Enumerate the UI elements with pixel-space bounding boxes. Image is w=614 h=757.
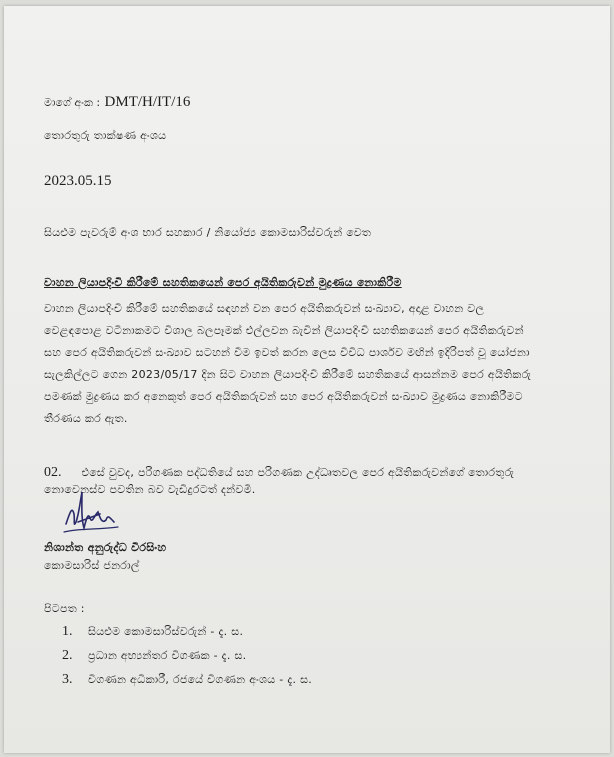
reference-number: DMT/H/IT/16 — [104, 94, 191, 110]
signatory-title: කොමසාරිස් ජනරාල් — [44, 559, 140, 572]
cc-item-number: 1. — [62, 624, 73, 639]
signatory-name: නිශාන්ත අනුරුද්ධ වීරසිංහ — [44, 541, 167, 554]
reference-line — [44, 94, 190, 111]
paragraph-2-line: නොවෙනස්ව පවතින බව වැඩිදුරටත් දන්වමි. — [44, 483, 256, 496]
letter-subject: වාහන ලියාපදිංචි කිරීමේ සහතිකයෙන් පෙර අයිතිකරුවන් මුද්‍රණය නොකිරීම — [44, 276, 402, 289]
paragraph-2-number: 02. — [44, 465, 62, 480]
paragraph-1-line: තීරණය කර ඇත. — [44, 412, 128, 425]
paragraph-1-line: වාහන ලියාපදිංචි කිරීමේ සහතිකයේ සඳහන් වන පෙර අයිතිකරුවන් සංඛ්‍යාව, අදාළ වාහන වල — [44, 302, 485, 315]
cc-item-number: 3. — [62, 672, 73, 687]
signature — [60, 484, 130, 544]
paragraph-1-line: පමණක් මුද්‍රණය කර අනෙකුත් පෙර අයිතිකරුවන් සහ පෙර අයිතිකරුවන් සංඛ්‍යාව මුද්‍රණය නොකිරීමට — [44, 390, 523, 403]
cc-item — [62, 620, 243, 640]
recipients-line: සියළුම පැවරුම් අංශ භාර සහකාර / නියෝජ්‍ය කොමසාරිස්වරුන් වෙත — [44, 226, 372, 239]
cc-heading: පිටපත : — [44, 602, 85, 615]
paragraph-2-first-line — [44, 461, 514, 481]
department-name: තොරතුරු තාක්ෂණ අංශය — [44, 129, 167, 142]
paragraph-2-line: එසේ වුවද, පරිගණක පද්ධතියේ සහ පරිගණක උද්ධෘතවල පෙර අයිතිකරුවන්ගේ තොරතුරු — [81, 466, 515, 479]
cc-item-text: විගණන අධිකාරී, රජයේ විගණන අංශය - දැ. ස. — [88, 673, 313, 686]
letter-date: 2023.05.15 — [44, 173, 112, 189]
cc-item-number: 2. — [62, 648, 73, 663]
reference-label: මාගේ අංක : — [44, 96, 101, 109]
cc-item-text: සියළුම කොමසාරිස්වරුන් - දැ. ස. — [88, 625, 244, 638]
cc-item — [62, 668, 312, 688]
paragraph-1-line: සැලකිල්ලට ගෙන 2023/05/17 දින සිට වාහන ලියාපදිංචි කිරීමේ සහතිකයේ ආසන්නම පෙර අයිතිකරු — [44, 368, 532, 381]
cc-item — [62, 644, 246, 664]
cc-item-text: ප්‍රධාන අභ්‍යන්තර විගණක - දැ. ස. — [88, 649, 247, 662]
paragraph-1-line: වෙළඳපොළ වටිනාකමට විශාල බලපෑමක් එල්ලවන බැවින් ලියාපදිංචි සහතිකයෙන් පෙර අයිතිකරුවන් — [44, 324, 524, 337]
paragraph-1-line: සහ පෙර අයිතිකරුවන් සංඛ්‍යාව සටහන් වීම ඉවත් කරන ලෙස විවිධ පාර්ශව මඟින් ඉදිරිපත් වූ යෝජනා — [44, 346, 530, 359]
letter-page — [4, 6, 610, 753]
